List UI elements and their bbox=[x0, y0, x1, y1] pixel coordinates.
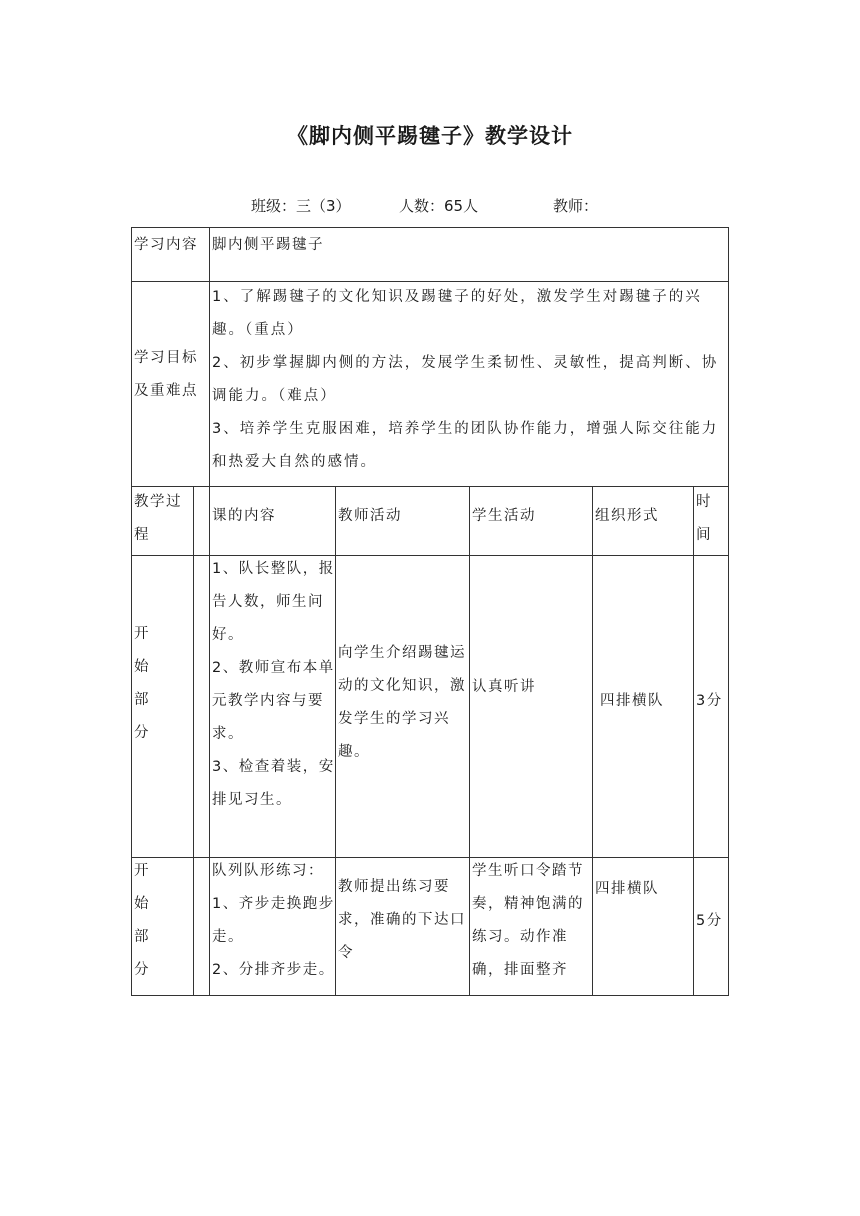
row1-time: 3分 bbox=[696, 693, 723, 709]
goals-text: 1、了解踢毽子的文化知识及踢毽子的好处，激发学生对踢毽子的兴趣。（重点） 2、初步掌握脚内侧的方法，发展学生柔韧性、灵敏性，提高判断、协调能力。（难点） 3、培养学生克服困难，培养学生的团队协作能力，增强人际交往能力和热爱大自然的感情。 bbox=[212, 289, 719, 470]
row1-student: 认真听讲 bbox=[472, 679, 536, 695]
row1-form: 四排横队 bbox=[600, 693, 664, 709]
goals-label: 学习目标 及重难点 bbox=[134, 350, 198, 399]
teacher-label: 教师： bbox=[553, 197, 599, 215]
row1-stage: 开 始 部 分 bbox=[134, 626, 150, 741]
row2-student: 学生听口令踏节奏，精神饱满的练习。动作准确，排面整齐 bbox=[472, 863, 584, 978]
row2-stage: 开 始 部 分 bbox=[134, 863, 150, 978]
document-title: 《脚内侧平踢毽子》教学设计 bbox=[287, 124, 573, 148]
class-label: 班级：三（3） bbox=[251, 197, 351, 215]
student-count-label: 人数：65人 bbox=[399, 197, 479, 215]
row1-teacher: 向学生介绍踢毽运动的文化知识，激发学生的学习兴趣。 bbox=[338, 645, 466, 760]
row2-time: 5分 bbox=[696, 913, 723, 929]
header-form: 组织形式 bbox=[595, 508, 659, 524]
header-process: 教学过 程 bbox=[134, 494, 182, 543]
header-student: 学生活动 bbox=[472, 508, 536, 524]
content-label: 学习内容 bbox=[134, 237, 198, 253]
row1-content: 1、队长整队，报告人数，师生问好。 2、教师宣布本单元教学内容与要求。 3、检查着装，安排见习生。 bbox=[212, 561, 335, 808]
header-time: 时 间 bbox=[696, 494, 712, 543]
content-value: 脚内侧平踢毽子 bbox=[212, 237, 324, 253]
header-teacher: 教师活动 bbox=[338, 508, 402, 524]
header-content: 课的内容 bbox=[212, 508, 276, 524]
row2-form: 四排横队 bbox=[595, 881, 659, 897]
row2-teacher: 教师提出练习要求，准确的下达口令 bbox=[338, 879, 466, 961]
row2-content: 队列队形练习： 1、齐步走换跑步走。 2、分排齐步走。 bbox=[212, 863, 335, 978]
